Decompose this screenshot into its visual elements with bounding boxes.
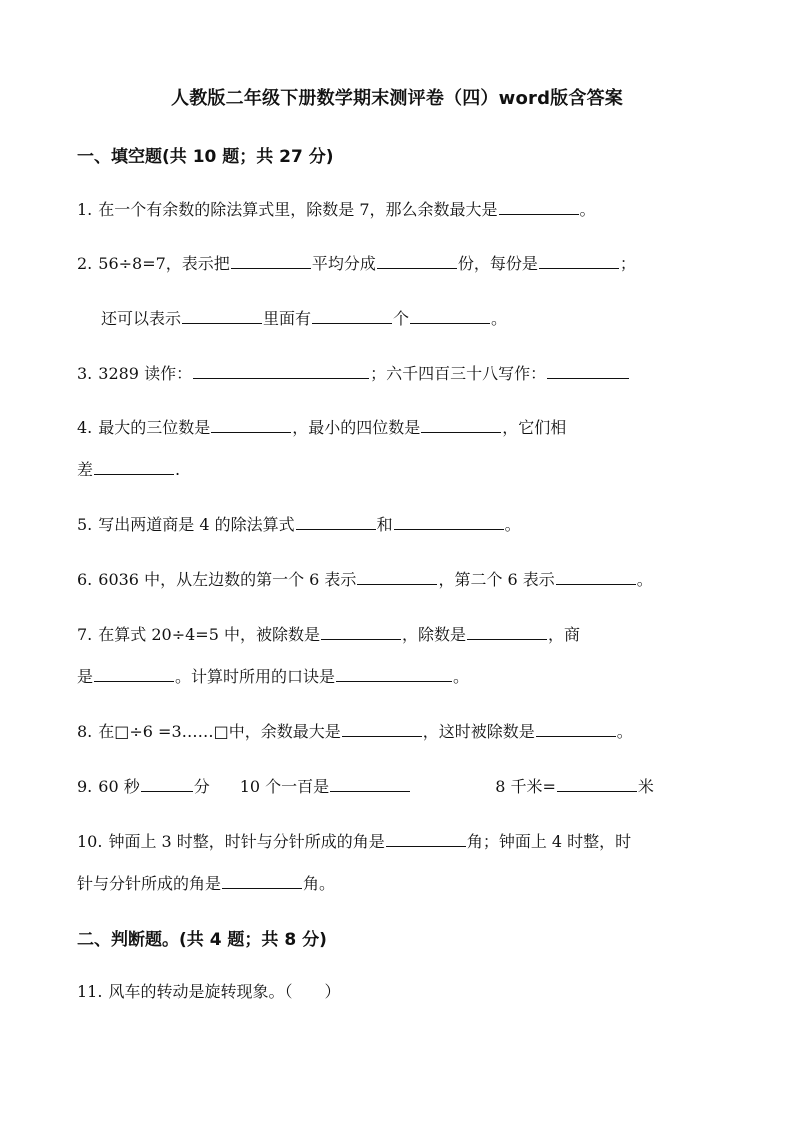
question-text: 是 [77,667,94,686]
question-text: . [175,460,181,479]
question-text: 分 [193,777,210,796]
question-text: 10 个一百是 [239,777,330,796]
question-number: 9. [77,777,93,796]
section-heading-true-false: 二、判断题。(共 4 题；共 8 分) [77,930,327,950]
answer-blank[interactable] [357,568,437,585]
question-2 [77,252,636,274]
question-text: 最大的三位数是 [98,418,211,437]
answer-blank[interactable] [467,623,547,640]
question-text: 平均分成 [311,254,376,273]
question-number: 5. [77,515,93,534]
answer-blank[interactable] [410,307,490,324]
answer-blank[interactable] [557,775,637,792]
question-number: 10. [77,832,103,851]
question-text: 角；钟面上 4 时整，时 [466,832,632,851]
question-10-continued [77,872,335,894]
question-text: ，第二个 6 表示 [438,570,555,589]
question-text: ； [619,254,636,273]
answer-blank[interactable] [94,458,174,475]
question-text: ，这时被除数是 [422,722,535,741]
question-11 [77,982,340,1002]
answer-blank[interactable] [222,872,302,889]
question-text: 还可以表示 [101,309,182,328]
question-number: 1. [77,200,93,219]
question-number: 2. [77,254,93,273]
question-number: 4. [77,418,93,437]
question-text: 角。 [303,874,336,893]
question-text: 60 秒 [98,777,140,796]
question-text: 风车的转动是旋转现象。（ ） [108,982,341,1001]
question-6 [77,568,653,590]
question-4-continued [77,458,180,480]
question-text: 差 [77,460,94,479]
answer-blank[interactable] [312,307,392,324]
question-text: 和 [376,515,393,534]
question-text: 。 [579,200,596,219]
question-2-continued [101,307,507,329]
question-text: 。 [636,570,653,589]
section-heading-fill-in: 一、填空题(共 10 题；共 27 分) [77,147,334,167]
answer-blank[interactable] [336,665,452,682]
answer-blank[interactable] [394,513,504,530]
answer-blank[interactable] [182,307,262,324]
question-text: 米 [637,777,654,796]
question-text: 6036 中，从左边数的第一个 6 表示 [98,570,357,589]
question-text: 个 [393,309,410,328]
question-text: ，商 [548,625,581,644]
answer-blank[interactable] [377,252,457,269]
question-3 [77,362,630,384]
answer-blank[interactable] [141,775,193,792]
answer-blank[interactable] [539,252,619,269]
question-text: ，它们相 [502,418,567,437]
question-text: 。 [504,515,521,534]
answer-blank[interactable] [211,416,291,433]
question-number: 6. [77,570,93,589]
question-4 [77,416,566,438]
question-number: 7. [77,625,93,644]
answer-blank[interactable] [321,623,401,640]
question-text: 3289 读作： [98,364,193,383]
question-number: 3. [77,364,93,383]
question-text: 里面有 [263,309,312,328]
document-title: 人教版二年级下册数学期末测评卷（四）word版含答案 [171,88,623,109]
question-text: 8 千米= [495,777,556,796]
answer-blank[interactable] [547,362,629,379]
question-text: 写出两道商是 4 的除法算式 [98,515,295,534]
question-number: 8. [77,722,93,741]
question-number: 11. [77,982,103,1001]
answer-blank[interactable] [342,720,422,737]
answer-blank[interactable] [536,720,616,737]
question-text: ；六千四百三十八写作： [370,364,547,383]
question-text: 。 [453,667,470,686]
answer-blank[interactable] [386,830,466,847]
question-10 [77,830,631,852]
question-text: 钟面上 3 时整，时针与分针所成的角是 [108,832,385,851]
question-text: 在□÷6 =3……□中，余数最大是 [98,722,341,741]
question-text: 在算式 20÷4=5 中，被除数是 [98,625,320,644]
question-text: 。 [491,309,508,328]
question-text: 。计算时所用的口诀是 [175,667,336,686]
question-7 [77,623,580,645]
question-text: 份，每份是 [457,254,538,273]
answer-blank[interactable] [94,665,174,682]
answer-blank[interactable] [231,252,311,269]
question-9 [77,775,654,797]
question-7-continued [77,665,469,687]
question-text: 在一个有余数的除法算式里，除数是 7，那么余数最大是 [98,200,498,219]
question-text: 56÷8=7，表示把 [98,254,230,273]
question-8 [77,720,633,742]
answer-blank[interactable] [556,568,636,585]
question-text: 。 [616,722,633,741]
question-text: 针与分针所成的角是 [77,874,222,893]
question-text: ，除数是 [401,625,466,644]
answer-blank[interactable] [193,362,369,379]
question-text: ，最小的四位数是 [292,418,421,437]
question-1 [77,198,596,220]
answer-blank[interactable] [499,198,579,215]
answer-blank[interactable] [421,416,501,433]
answer-blank[interactable] [296,513,376,530]
answer-blank[interactable] [330,775,410,792]
question-5 [77,513,521,535]
